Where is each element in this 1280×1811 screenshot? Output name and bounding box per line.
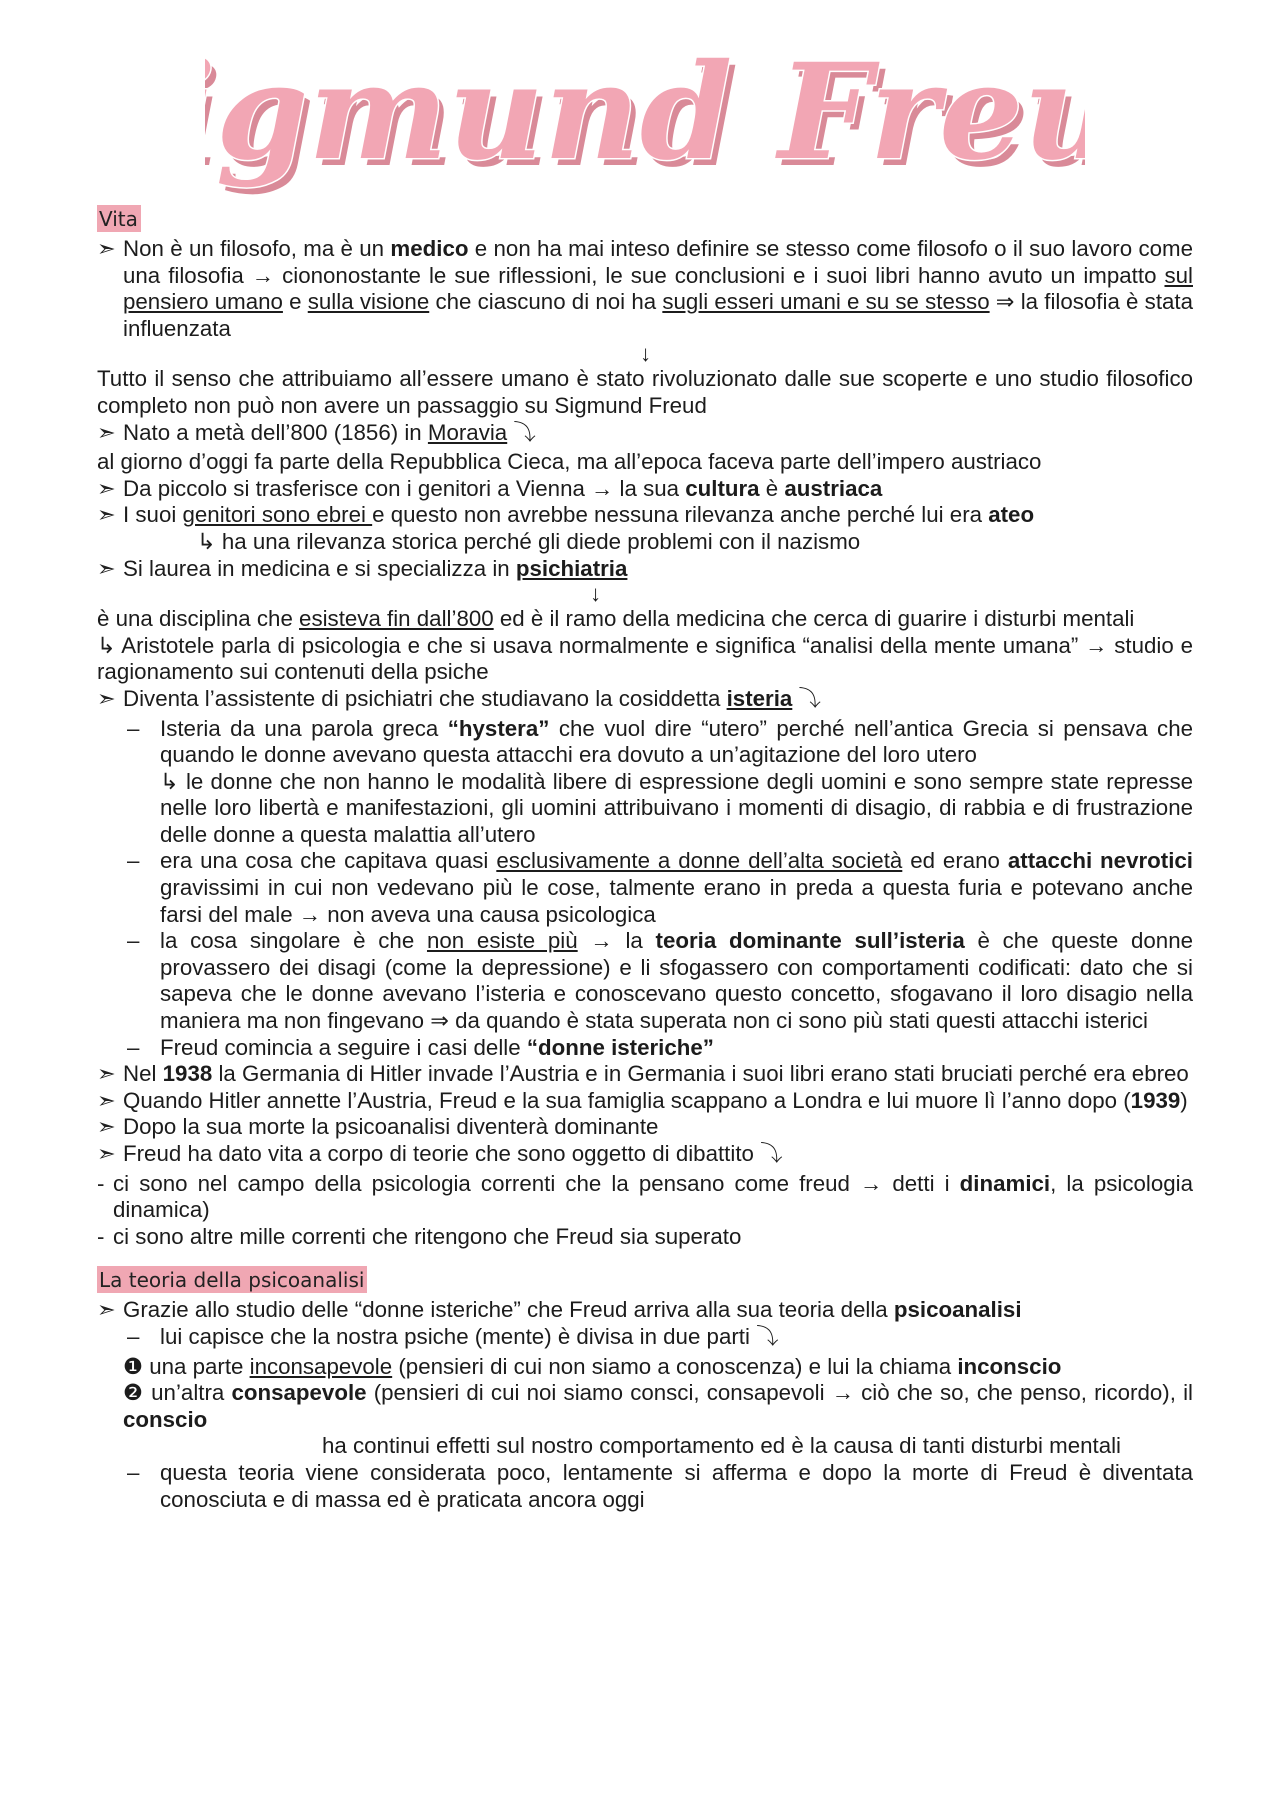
title-text: gmund Fre bbox=[216, 35, 1024, 190]
list-item: ➣ Si laurea in medicina e si specializza in psichiatria bbox=[97, 555, 628, 581]
numbered-item: ❷ un’altra consapevole (pensieri di cui noi siamo consci, consapevoli → ciò che so, che penso, ricordo), il conscio bbox=[123, 1380, 1193, 1432]
sub-note: ha continui effetti sul nostro comportamento ed è la causa di tanti disturbi mentali bbox=[322, 1433, 1122, 1459]
list-item: ➣ Diventa l’assistente di psichiatri che studiavano la cosiddetta isteria ⤵ bbox=[97, 685, 821, 711]
title-logo bbox=[205, 15, 1085, 205]
list-item: – lui capisce che la nostra psiche (mente) è divisa in due parti ⤵ bbox=[127, 1323, 779, 1349]
sub-note: ↳ ha una rilevanza storica perché gli diede problemi con il nazismo bbox=[197, 528, 861, 554]
page-title bbox=[205, 15, 1085, 205]
list-item: - ci sono nel campo della psicologia correnti che la pensano come freud → detti i dinamici, la psicologia dinamica) bbox=[97, 1170, 1193, 1223]
paragraph: al giorno d’oggi fa parte della Repubblica Cieca, ma all’epoca faceva parte dell’impero austriaco bbox=[97, 449, 1042, 475]
list-item: – Freud comincia a seguire i casi delle “donne isteriche” bbox=[127, 1034, 714, 1060]
section-heading-psicoanalisi: La teoria della psicoanalisi bbox=[97, 1266, 367, 1293]
list-item: ➣ Grazie allo studio delle “donne isteriche” che Freud arriva alla sua teoria della psicoanalisi bbox=[97, 1297, 1022, 1323]
list-item: – questa teoria viene considerata poco, lentamente si afferma e dopo la morte di Freud è diventata conosciuta e di massa ed è praticata ancora oggi bbox=[127, 1459, 1193, 1512]
list-item: ➣ Da piccolo si trasferisce con i genitori a Vienna → la sua cultura è austriaca bbox=[97, 475, 883, 501]
list-item: - ci sono altre mille correnti che ritengono che Freud sia superato bbox=[97, 1223, 742, 1249]
list-item: ➣ Nato a metà dell’800 (1856) in Moravia ⤵ bbox=[97, 419, 536, 445]
paragraph: ↳ Aristotele parla di psicologia e che si usava normalmente e significa “analisi della mente umana” → studio e ragionamento sui contenuti della psiche bbox=[97, 632, 1194, 685]
list-item: – Isteria da una parola greca “hystera” che vuol dire “utero” perché nell’antica Grecia si pensava che quando le donne avevano questa attacchi era dovuto a un’agitazione del loro utero bbox=[127, 715, 1194, 768]
paragraph: Tutto il senso che attribuiamo all’essere umano è stato rivoluzionato dalle sue scoperte e uno studio filosofico completo non può non avere un passaggio su Sigmund Freud bbox=[97, 366, 1193, 418]
list-item: ➣ Nel 1938 la Germania di Hitler invade l’Austria e in Germania i suoi libri erano stati bruciati perché era ebreo bbox=[97, 1061, 1189, 1087]
section-heading-vita: Vita bbox=[97, 205, 141, 232]
list-item: ➣ I suoi genitori sono ebrei e questo non avrebbe nessuna rilevanza anche perché lui era ateo bbox=[97, 502, 1035, 528]
list-item: ➣ Non è un filosofo, ma è un medico e non ha mai inteso definire se stesso come filosofo o il suo lavoro come una filosofia → ciononostante le sue riflessioni, le sue conclusioni e i suoi libri hanno avuto un impatto sul pensiero umano e sulla visione che ciascuno di noi ha sugli esseri umani e su se stesso ⇒ la filosofia è stata influenzata bbox=[97, 236, 1194, 341]
list-item: ➣ Dopo la sua morte la psicoanalisi diventerà dominante bbox=[97, 1114, 659, 1140]
list-item: ➣ Freud ha dato vita a corpo di teorie che sono oggetto di dibattito ⤵ bbox=[97, 1141, 783, 1166]
numbered-item: ❶ una parte inconsapevole (pensieri di cui non siamo a conoscenza) e lui la chiama inconscio bbox=[123, 1353, 1062, 1379]
sub-note: ↳ le donne che non hanno le modalità libere di espressione degli uomini e sono sempre state represse nelle loro libertà e manifestazioni, gli uomini attribuivano i momenti di disagio, di rabbia e di frustrazione delle donne a questa malattia all’utero bbox=[160, 768, 1193, 847]
down-arrow: ↓ bbox=[590, 581, 602, 607]
document-body bbox=[97, 205, 1193, 1513]
paragraph: è una disciplina che esisteva fin dall’800 ed è il ramo della medicina che cerca di guarire i disturbi mentali bbox=[97, 606, 1135, 632]
down-arrow: ↓ bbox=[640, 341, 652, 367]
list-item: – la cosa singolare è che non esiste più → la teoria dominante sull’isteria è che queste donne provassero dei disagi (come la depressione) e li sfogassero con comportamenti codificati: dato che si sapeva che le donne avevano l’isteria e conoscevano questo concetto, sfogavano il loro disagio nella maniera ma non fingevano ⇒ da quando è stata superata non ci sono più stati questi attacchi isterici bbox=[127, 928, 1194, 1034]
list-item: ➣ Quando Hitler annette l’Austria, Freud e la sua famiglia scappano a Londra e lui muore lì l’anno dopo (1939) bbox=[97, 1087, 1188, 1113]
list-item: – era una cosa che capitava quasi esclusivamente a donne dell’alta società ed erano attacchi nevrotici gravissimi in cui non vedevano più le cose, talmente erano in preda a questa furia e potevano anche farsi del male → non aveva una causa psicologica bbox=[127, 848, 1193, 927]
title-shadow: gmund Fre bbox=[222, 42, 1030, 197]
